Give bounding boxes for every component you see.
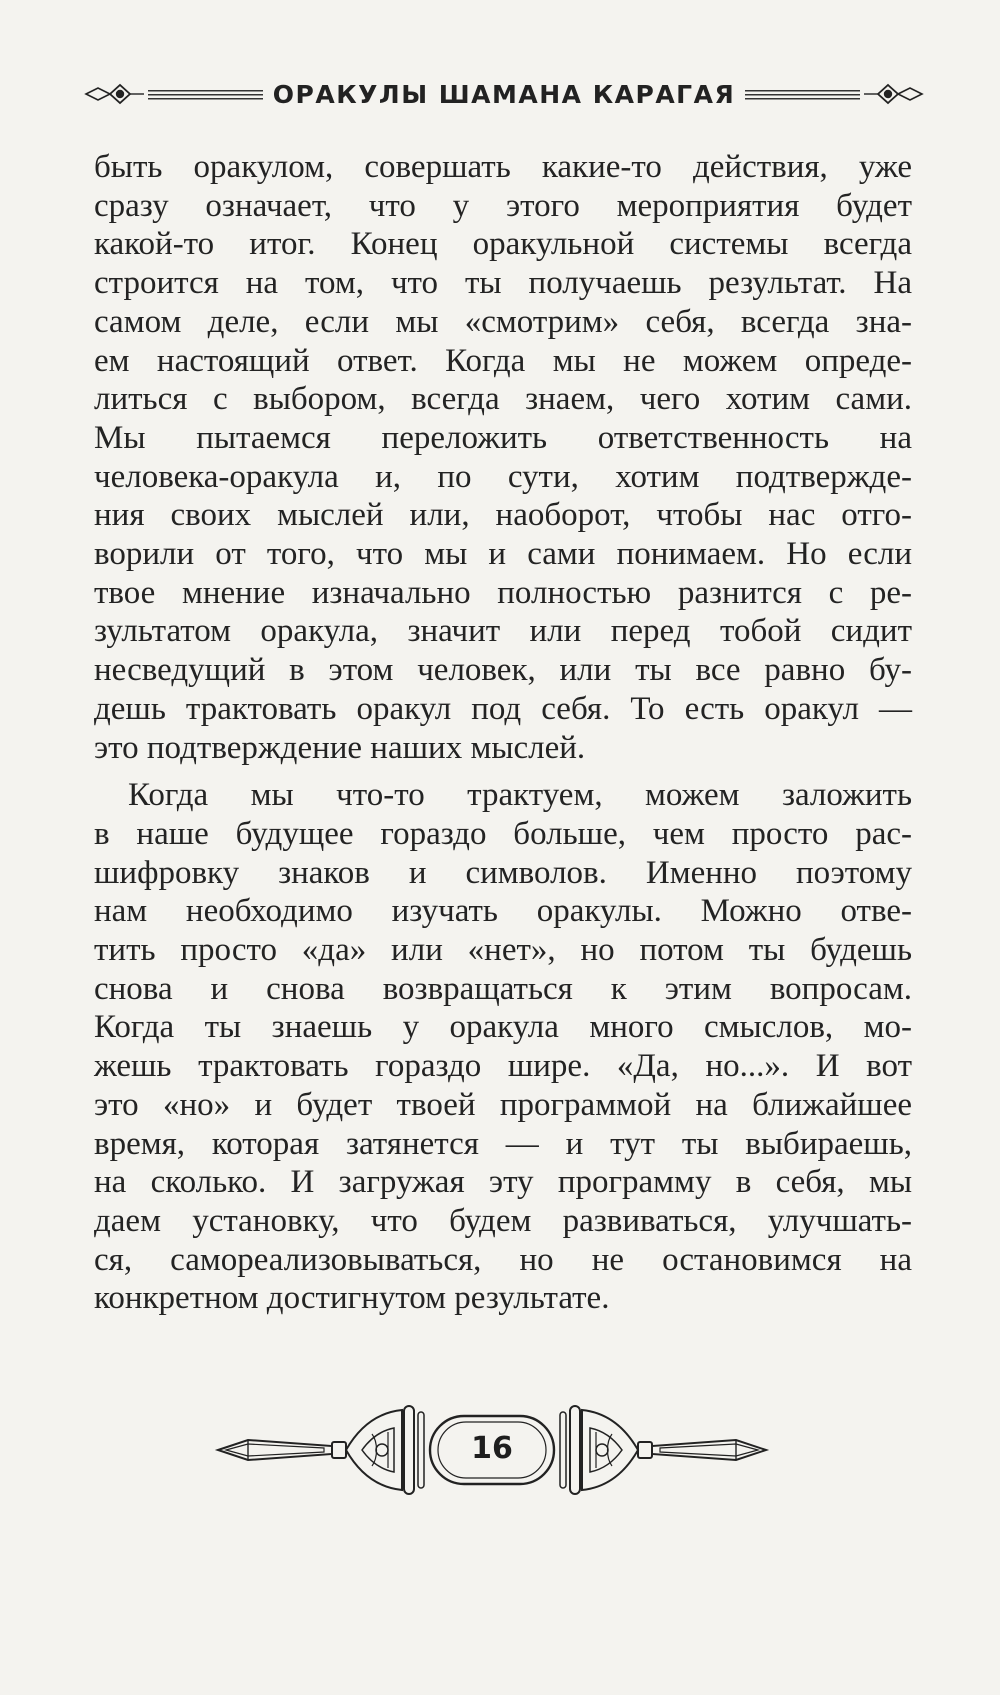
text-line: ся, самореализовываться, но не остановимся на	[94, 1241, 912, 1278]
text-line: несведущий в этом человек, или ты все равно бу-	[94, 652, 912, 689]
text-line: Когда мы что-то трактуем, можем заложить	[128, 777, 912, 814]
text-line: в наше будущее гораздо больше, чем просто рас-	[94, 815, 912, 852]
text-line: время, которая затянется — и тут ты выбираешь,	[94, 1125, 912, 1162]
text-line: строится на том, что ты получаешь результат. На	[94, 265, 912, 302]
running-header-title: ОРАКУЛЫ ШАМАНА КАРАГАЯ	[272, 79, 736, 109]
page-number: 16	[471, 1431, 513, 1466]
body-text	[94, 148, 912, 1318]
text-line: снова и снова возвращаться к этим вопросам.	[94, 970, 912, 1007]
text-line: какой-то итог. Конец оракульной системы всегда	[94, 226, 912, 263]
text-line: это «но» и будет твоей программой на ближайшее	[94, 1086, 912, 1123]
text-line: ния своих мыслей или, наоборот, чтобы нас отго-	[94, 497, 912, 534]
text-line: самом деле, если мы «смотрим» себя, всегда зна-	[94, 303, 912, 340]
text-line: на сколько. И загружая эту программу в себя, мы	[94, 1164, 912, 1201]
text-line: быть оракулом, совершать какие-то действия, уже	[94, 149, 912, 185]
text-line: ем настоящий ответ. Когда мы не можем опреде-	[94, 342, 912, 379]
text-line: человека-оракула и, по сути, хотим подтвержде-	[94, 458, 912, 495]
header-rule-right	[745, 88, 860, 100]
text-line: нам необходимо изучать оракулы. Можно отве-	[94, 893, 912, 930]
diamond-ornament-icon	[864, 79, 924, 109]
running-header	[84, 72, 924, 116]
text-line: ворили от того, что мы и сами понимаем. Но если	[94, 536, 912, 573]
page-footer	[212, 1402, 772, 1498]
text-line: Когда ты знаешь у оракула много смыслов, мо-	[94, 1009, 912, 1046]
text-line: даем установку, что будем развиваться, улучшать-	[94, 1202, 912, 1239]
text-line: зультатом оракула, значит или перед тобой сидит	[94, 613, 912, 650]
paragraph-1	[94, 148, 912, 767]
header-rule-left	[148, 88, 263, 100]
text-line: литься с выбором, всегда знаем, чего хотим сами.	[94, 381, 912, 418]
text-line: Мы пытаемся переложить ответственность на	[94, 419, 912, 456]
text-line: твое мнение изначально полностью разнится с ре-	[94, 574, 912, 611]
text-line: шифровку знаков и символов. Именно поэтому	[94, 854, 912, 891]
text-line: сразу означает, что у этого мероприятия будет	[94, 187, 912, 224]
text-line: дешь трактовать оракул под себя. То есть оракул —	[94, 690, 912, 727]
text-line: конкретном достигнутом результате.	[94, 1280, 610, 1317]
text-line: жешь трактовать гораздо шире. «Да, но...». И вот	[94, 1048, 912, 1085]
diamond-ornament-icon	[84, 79, 144, 109]
text-line: это подтверждение наших мыслей.	[94, 729, 586, 766]
text-line: тить просто «да» или «нет», но потом ты будешь	[94, 932, 912, 969]
paragraph-2	[94, 776, 912, 1318]
